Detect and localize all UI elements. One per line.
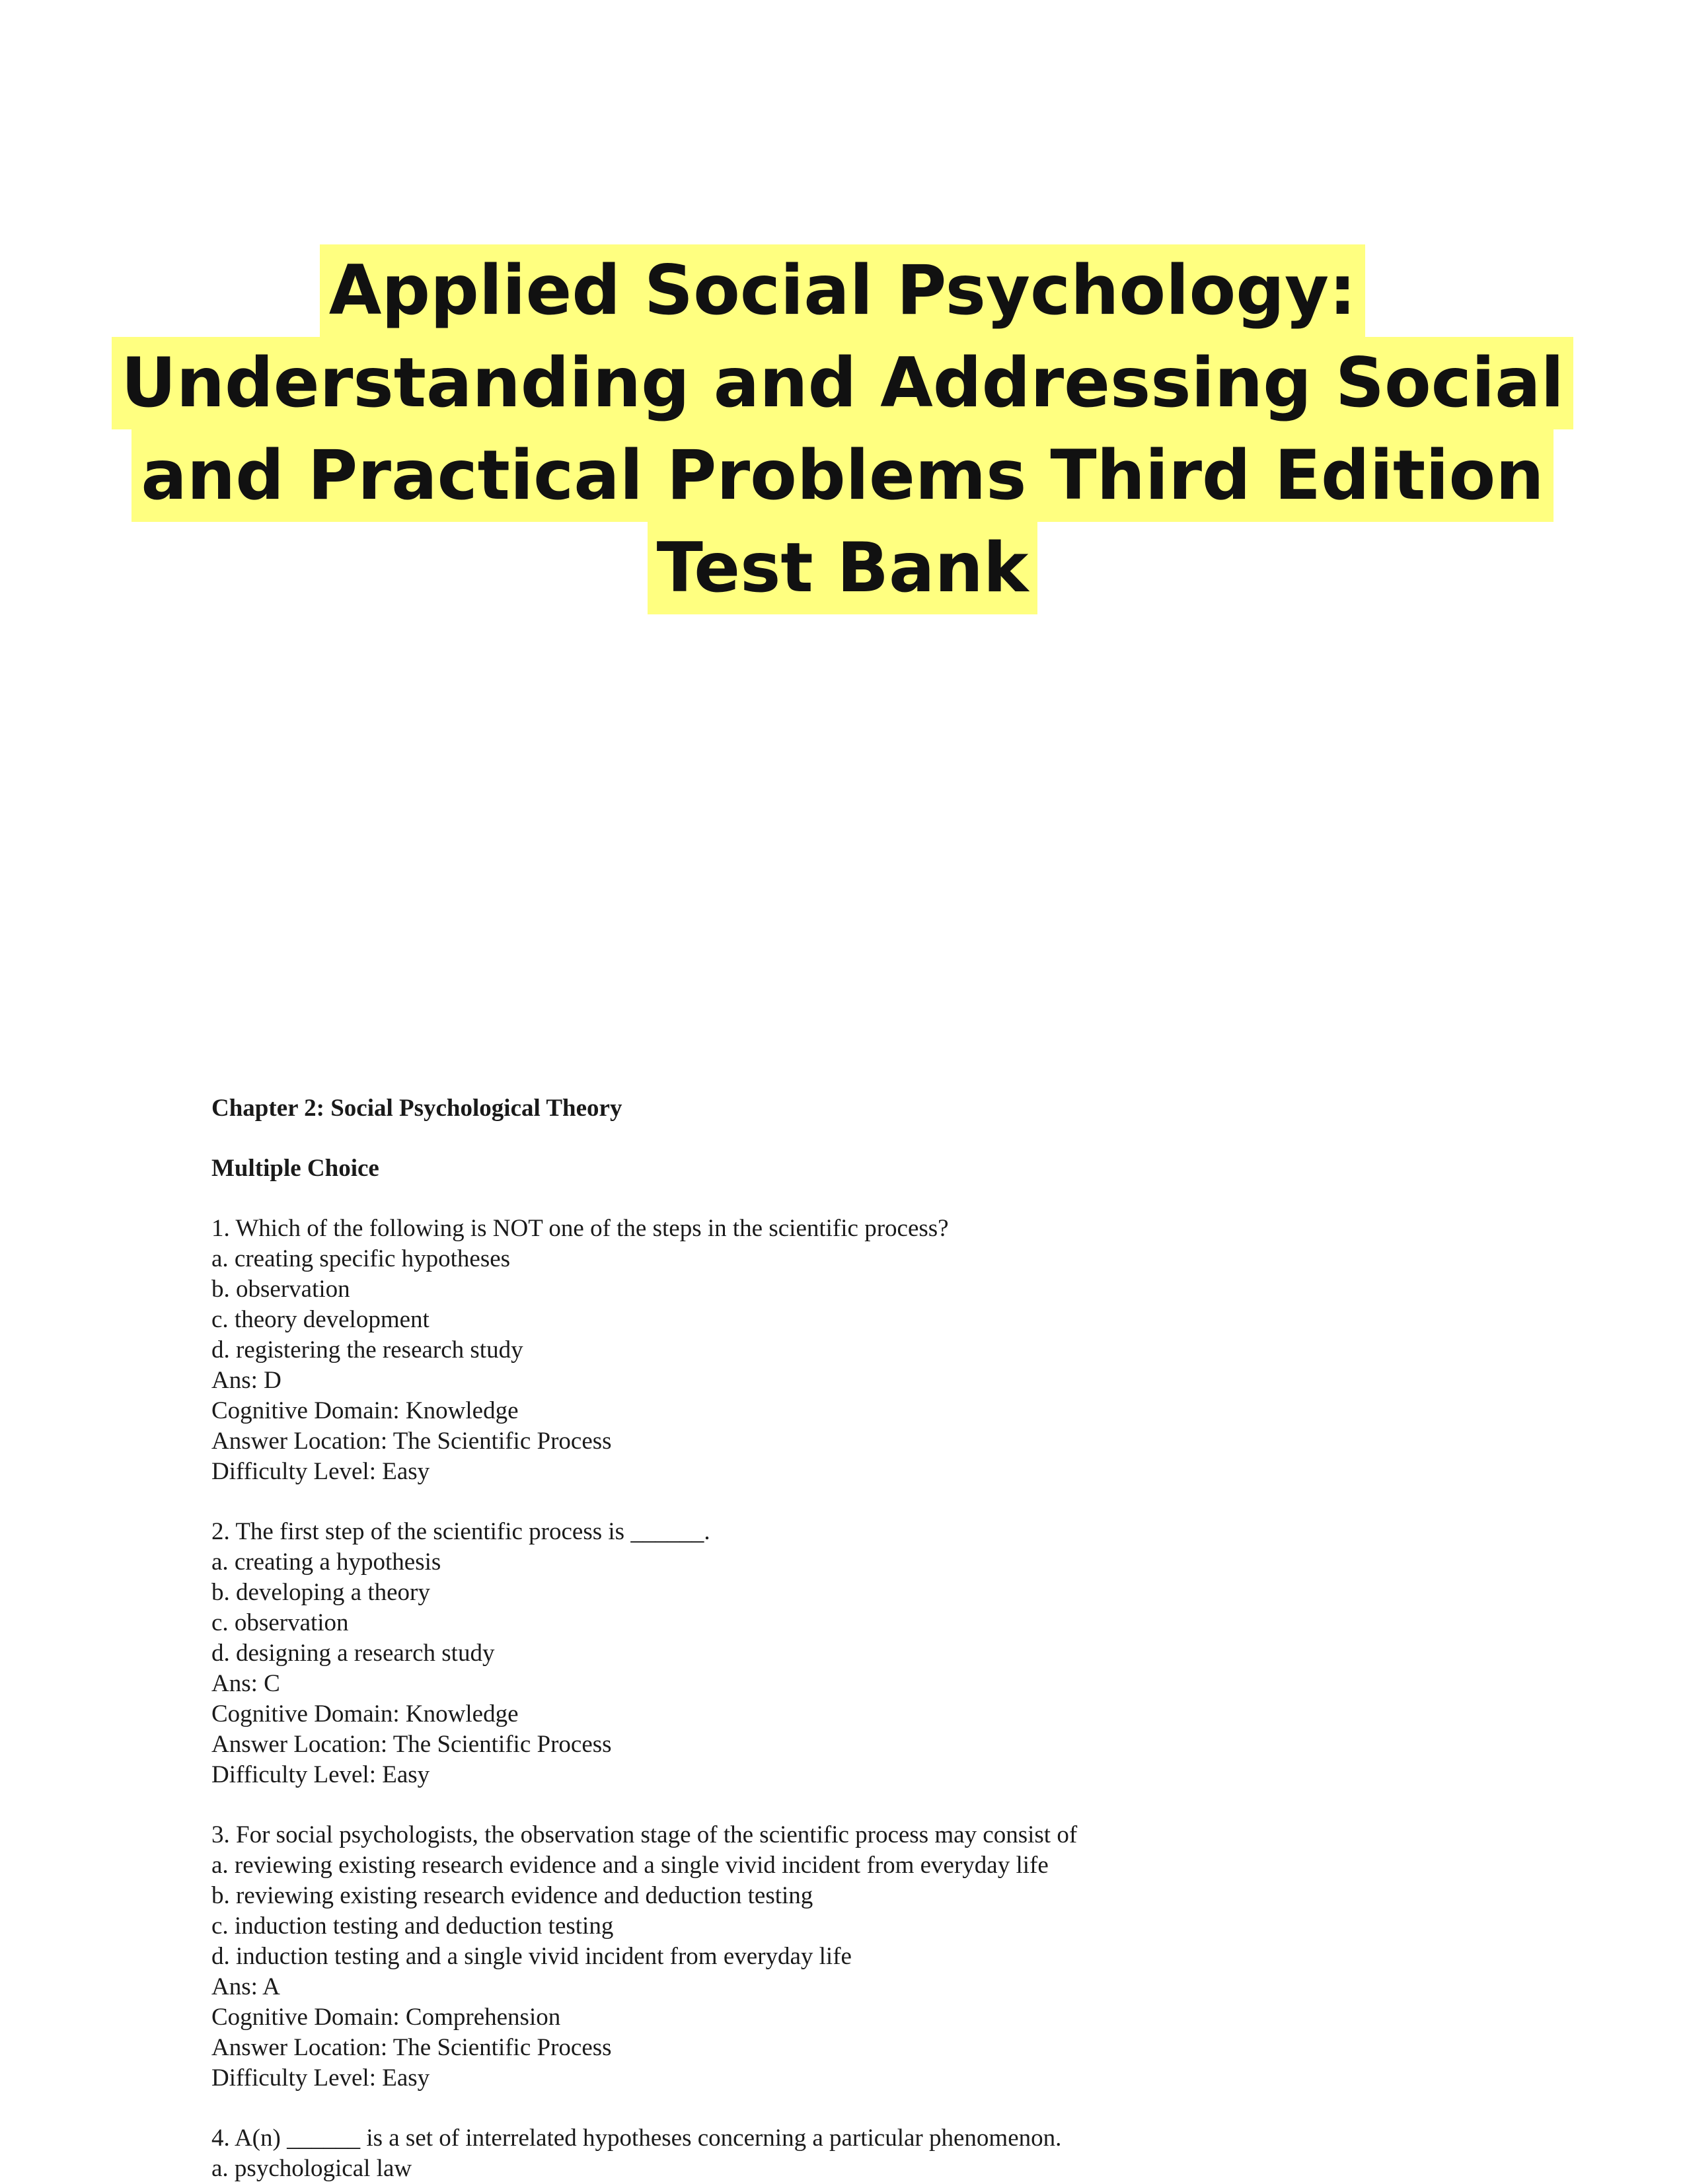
chapter-heading: Chapter 2: Social Psychological Theory <box>211 1095 622 1122</box>
title-line-4: Test Bank <box>0 522 1685 614</box>
question-1 <box>211 1214 1467 1487</box>
answer-option: a. psychological law <box>211 2155 412 2182</box>
question-stem: 3. For social psychologists, the observation stage of the scientific process may consist of <box>211 1821 1078 1848</box>
answer-location: Answer Location: The Scientific Process <box>211 1428 612 1455</box>
title-line-3: and Practical Problems Third Edition <box>0 429 1685 522</box>
title-line-1: Applied Social Psychology: <box>0 244 1685 337</box>
answer-option: c. induction testing and deduction testing <box>211 1912 614 1940</box>
answer-option: a. creating a hypothesis <box>211 1548 441 1576</box>
question-stem: 1. Which of the following is NOT one of the steps in the scientific process? <box>211 1215 949 1242</box>
cognitive-domain: Cognitive Domain: Knowledge <box>211 1397 519 1424</box>
answer-key: Ans: D <box>211 1367 281 1394</box>
answer-location: Answer Location: The Scientific Process <box>211 2034 612 2061</box>
section-heading: Multiple Choice <box>211 1155 379 1182</box>
difficulty-level: Difficulty Level: Easy <box>211 2064 430 2092</box>
title-line-2: Understanding and Addressing Social <box>0 337 1685 429</box>
answer-option: d. induction testing and a single vivid incident from everyday life <box>211 1943 852 1970</box>
difficulty-level: Difficulty Level: Easy <box>211 1761 430 1788</box>
answer-option: b. developing a theory <box>211 1579 430 1606</box>
question-4 <box>211 2123 1467 2184</box>
test-bank-content <box>211 1093 1467 2184</box>
difficulty-level: Difficulty Level: Easy <box>211 1458 430 1485</box>
question-stem: 4. A(n) ______ is a set of interrelated hypotheses concerning a particular phenomenon. <box>211 2125 1062 2152</box>
answer-option: d. designing a research study <box>211 1640 495 1667</box>
answer-option: c. theory development <box>211 1306 430 1333</box>
answer-location: Answer Location: The Scientific Process <box>211 1731 612 1758</box>
answer-option: b. observation <box>211 1276 350 1303</box>
question-2 <box>211 1517 1467 1790</box>
answer-option: b. reviewing existing research evidence and deduction testing <box>211 1882 813 1909</box>
cognitive-domain: Cognitive Domain: Comprehension <box>211 2004 561 2031</box>
answer-option: c. observation <box>211 1609 349 1636</box>
question-3 <box>211 1820 1467 2093</box>
document-title <box>0 244 1685 614</box>
answer-key: Ans: A <box>211 1973 280 2000</box>
cognitive-domain: Cognitive Domain: Knowledge <box>211 1700 519 1728</box>
answer-option: a. reviewing existing research evidence and a single vivid incident from everyday life <box>211 1852 1049 1879</box>
answer-option: d. registering the research study <box>211 1336 523 1364</box>
question-stem: 2. The first step of the scientific process is ______. <box>211 1518 710 1545</box>
answer-option: a. creating specific hypotheses <box>211 1245 511 1272</box>
answer-key: Ans: C <box>211 1670 280 1697</box>
